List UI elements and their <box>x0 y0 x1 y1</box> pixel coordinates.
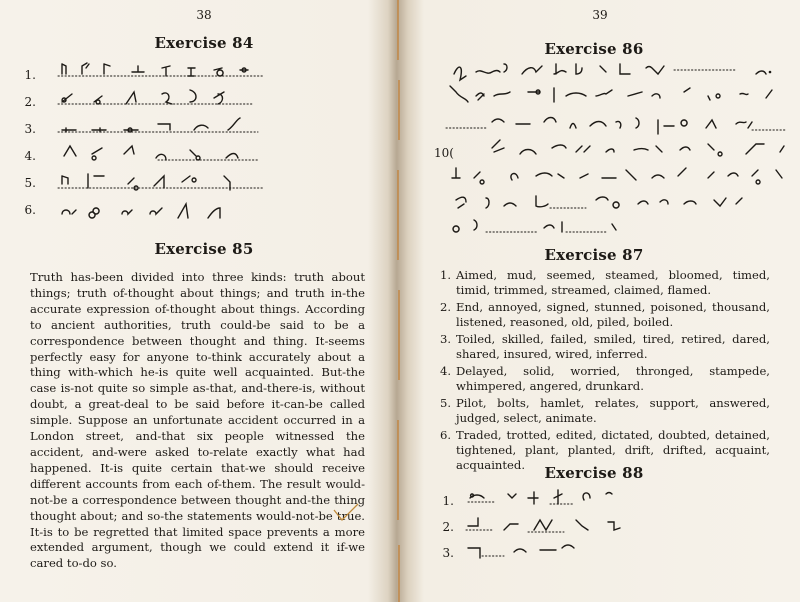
list-item <box>440 332 770 362</box>
exercise-88-title: Exercise 88 <box>544 464 644 482</box>
item-text: Toiled, skilled, failed, smiled, tired, retired, dared, shared, insured, wired, inferred. <box>456 332 770 361</box>
pencil-check-mark-icon <box>332 502 360 522</box>
left-page <box>0 0 392 602</box>
list-item <box>440 364 770 394</box>
item-text: Aimed, mud, seemed, steamed, bloomed, timed, timid, trimmed, streamed, claimed, flamed. <box>456 268 770 297</box>
list-item <box>440 300 770 330</box>
ex84-row-1-number: 1. <box>24 68 36 82</box>
exercise-85-title: Exercise 85 <box>154 240 254 258</box>
ex84-row-4-number: 4. <box>24 149 36 163</box>
ex84-row-3-number: 3. <box>24 122 36 136</box>
item-number: 4. <box>440 364 452 378</box>
list-item <box>440 396 770 426</box>
ex84-row-2-number: 2. <box>24 95 36 109</box>
exercise-84-title: Exercise 84 <box>154 34 254 52</box>
ex84-shorthand-outlines <box>58 58 288 228</box>
exercise-86-title: Exercise 86 <box>544 40 644 58</box>
exercise-87-title: Exercise 87 <box>544 246 644 264</box>
item-text: Delayed, solid, worried, thronged, stampede, whimpered, angered, drunkard. <box>456 364 770 393</box>
binding-thread <box>388 0 408 602</box>
exercise-85-text: Truth has-been divided into three kinds: truth about things; truth of-thought about things; and truth in-the accurate expression of-thought about things. According to ancient authorities, truth could-be said to be a correspondence between thought and thing. It-seems perfectly easy for anyone to-think accurately about a thing with-which he-is quite well acquainted. But-the case is-not quite so simple as-that, and-there-is, without doubt, a great-deal to be said before it-can-be called simple. Suppose an unfortunate accident occurred in a London street, and-that six people witnessed the accident, and-were asked to-relate exactly what had happened. It-is quite certain that-we should receive different accounts from each of-them. The result would-not-be a correspondence between thought and-the thing thought about; and so-the statements would-not-be true. It-is to be regretted that limited space prevents a more extended argument, though we could extend it if-we cared to-do so. <box>30 270 365 571</box>
ex86-line-10-marker: 10( <box>434 146 454 160</box>
ex88-row-3-number: 3. <box>442 546 454 560</box>
item-number: 1. <box>440 268 452 282</box>
item-number: 2. <box>440 300 452 314</box>
list-item <box>440 268 770 298</box>
page-number: 39 <box>592 8 608 22</box>
page-number: 38 <box>196 8 212 22</box>
ex88-row-1-number: 1. <box>442 494 454 508</box>
ex84-row-6-number: 6. <box>24 203 36 217</box>
ex84-row-5-number: 5. <box>24 176 36 190</box>
item-number: 3. <box>440 332 452 346</box>
right-page <box>408 0 800 602</box>
item-text: End, annoyed, signed, stunned, poisoned, thousand, listened, reasoned, old, piled, boiled. <box>456 300 770 329</box>
item-number: 6. <box>440 428 452 442</box>
item-text: Pilot, bolts, hamlet, relates, support, answered, judged, select, animate. <box>456 396 770 425</box>
ex88-shorthand-outlines <box>464 486 684 566</box>
ex86-shorthand-passage <box>446 60 796 250</box>
item-text: Traded, trotted, edited, dictated, doubted, detained, tightened, plant, planted, drift, drifted, acquaint, acquainted. <box>456 428 770 472</box>
exercise-87-list <box>440 268 770 473</box>
ex88-row-2-number: 2. <box>442 520 454 534</box>
item-number: 5. <box>440 396 452 410</box>
